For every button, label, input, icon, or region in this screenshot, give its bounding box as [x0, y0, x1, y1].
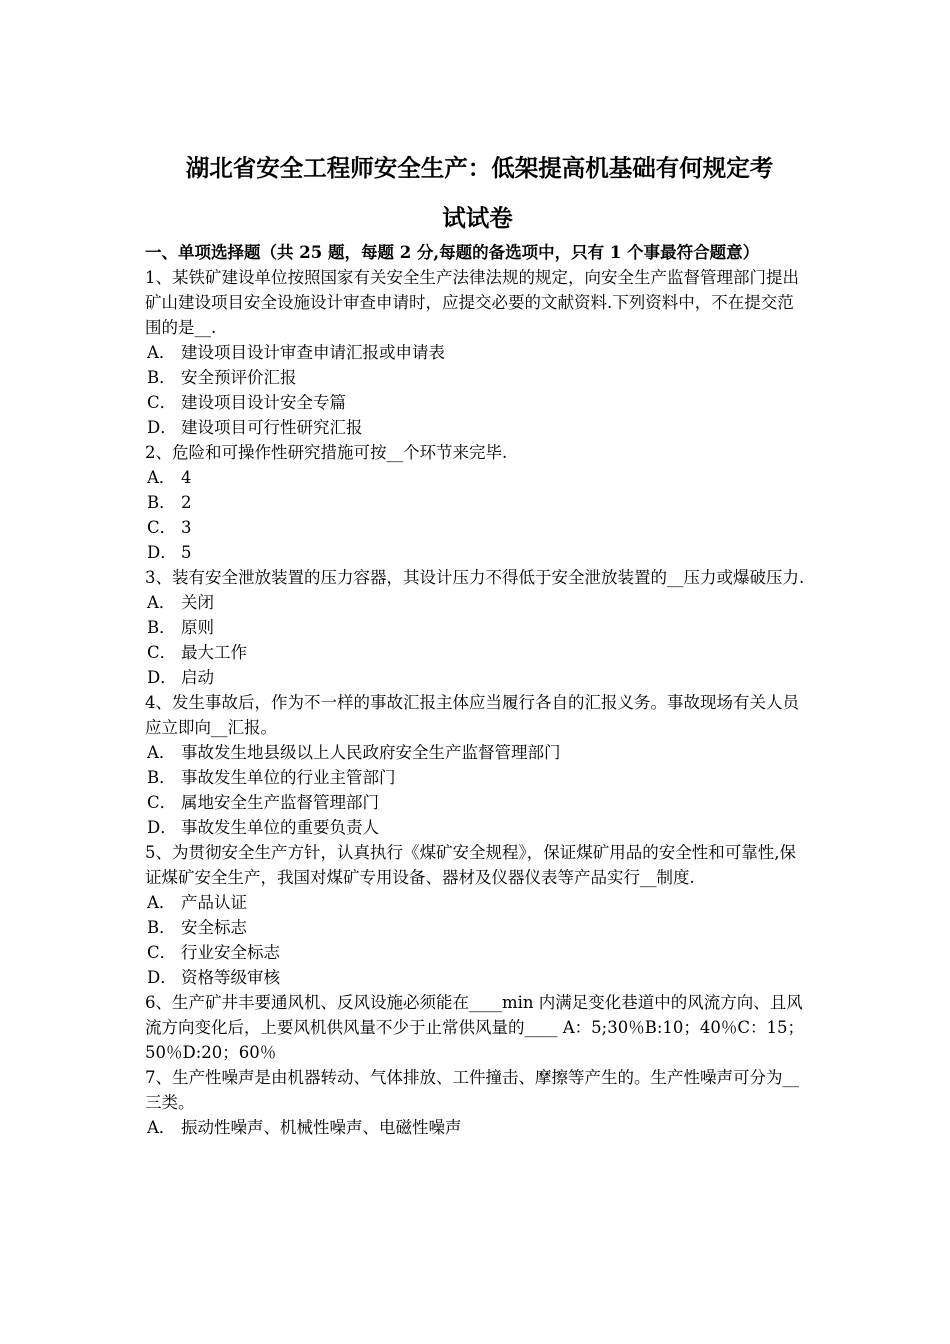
option-c — [145, 790, 810, 815]
question-2 — [145, 440, 810, 565]
option-c — [145, 640, 810, 665]
title-line-2: 试试卷 — [442, 204, 513, 232]
option-b — [145, 365, 810, 390]
question-1 — [145, 265, 810, 440]
question-6 — [145, 990, 810, 1065]
option-text: 4 — [181, 468, 192, 487]
title-line-1: 湖北省安全工程师安全生产：低架提高机基础有何规定考 — [185, 154, 774, 182]
option-letter: B． — [147, 768, 176, 787]
option-a — [145, 340, 810, 365]
option-text: 最大工作 — [181, 643, 247, 662]
question-stem: 7、生产性噪声是由机器转动、气体排放、工件撞击、摩擦等产生的。生产性噪声可分为__三类。 — [145, 1068, 799, 1112]
option-letter: D． — [147, 543, 177, 562]
section-heading: 一、单项选择题（共 25 题，每题 2 分,每题的备选项中，只有 1 个事最符合题意） — [145, 243, 760, 262]
option-text: 建设项目设计安全专篇 — [181, 393, 346, 412]
option-a — [145, 1115, 810, 1140]
option-text: 产品认证 — [181, 893, 247, 912]
option-letter: C． — [147, 793, 177, 812]
option-text: 事故发生单位的行业主管部门 — [181, 768, 396, 787]
option-d — [145, 415, 810, 440]
question-7 — [145, 1065, 810, 1140]
option-b — [145, 490, 810, 515]
option-letter: C． — [147, 643, 177, 662]
option-a — [145, 740, 810, 765]
option-letter: B． — [147, 493, 176, 512]
option-letter: A． — [147, 343, 176, 362]
option-b — [145, 765, 810, 790]
option-text: 3 — [181, 518, 192, 537]
option-c — [145, 515, 810, 540]
option-text: 属地安全生产监督管理部门 — [181, 793, 379, 812]
option-text: 行业安全标志 — [181, 943, 280, 962]
option-letter: D． — [147, 818, 177, 837]
option-b — [145, 615, 810, 640]
option-a — [145, 465, 810, 490]
document-title — [145, 148, 810, 237]
option-a — [145, 890, 810, 915]
option-text: 启动 — [181, 668, 214, 687]
option-letter: C． — [147, 943, 177, 962]
question-stem: 3、装有安全泄放装置的压力容器，其设计压力不得低于安全泄放装置的__压力或爆破压力. — [145, 568, 805, 587]
option-letter: D． — [147, 968, 177, 987]
option-d — [145, 540, 810, 565]
question-5 — [145, 840, 810, 990]
option-a — [145, 590, 810, 615]
option-text: 事故发生地县级以上人民政府安全生产监督管理部门 — [181, 743, 561, 762]
question-stem: 4、发生事故后，作为不一样的事故汇报主体应当履行各自的汇报义务。事故现场有关人员应立即向__汇报。 — [145, 693, 799, 737]
option-text: 关闭 — [181, 593, 214, 612]
option-text: 安全标志 — [181, 918, 247, 937]
question-3 — [145, 565, 810, 690]
option-text: 原则 — [181, 618, 214, 637]
question-stem: 6、生产矿井丰要通风机、反风设施必须能在____min 内满足变化巷道中的风流方向、且风流方向变化后，上要风机供风量不少于止常供风量的____ A：5;30％B:10；40％C：15；50％D:20；60％ — [145, 993, 805, 1062]
option-letter: B． — [147, 618, 176, 637]
option-letter: D． — [147, 668, 177, 687]
option-letter: A． — [147, 743, 176, 762]
option-letter: A． — [147, 893, 176, 912]
option-letter: A． — [147, 468, 176, 487]
option-letter: B． — [147, 918, 176, 937]
option-letter: A． — [147, 1118, 176, 1137]
option-text: 振动性噪声、机械性噪声、电磁性噪声 — [181, 1118, 462, 1137]
option-letter: C． — [147, 393, 177, 412]
option-text: 建设项目设计审查申请汇报或申请表 — [181, 343, 445, 362]
option-text: 5 — [181, 543, 192, 562]
option-d — [145, 815, 810, 840]
question-stem: 2、危险和可操作性研究措施可按__个环节来完毕. — [145, 443, 508, 462]
question-stem: 1、某铁矿建设单位按照国家有关安全生产法律法规的规定，向安全生产监督管理部门提出矿山建设项目安全设施设计审查申请时，应提交必要的文献资料.下列资料中，不在提交范围的是__. — [145, 268, 799, 337]
option-letter: D． — [147, 418, 177, 437]
option-c — [145, 390, 810, 415]
option-d — [145, 665, 810, 690]
option-text: 安全预评价汇报 — [181, 368, 297, 387]
option-text: 资格等级审核 — [181, 968, 280, 987]
option-text: 建设项目可行性研究汇报 — [181, 418, 363, 437]
option-letter: A． — [147, 593, 176, 612]
option-letter: C． — [147, 518, 177, 537]
option-text: 2 — [181, 493, 192, 512]
option-c — [145, 940, 810, 965]
option-d — [145, 965, 810, 990]
document-page — [145, 148, 810, 1140]
question-stem: 5、为贯彻安全生产方针，认真执行《煤矿安全规程》，保证煤矿用品的安全性和可靠性,保证煤矿安全生产，我国对煤矿专用设备、器材及仪器仪表等产品实行__制度. — [145, 843, 796, 887]
option-text: 事故发生单位的重要负责人 — [181, 818, 379, 837]
option-letter: B． — [147, 368, 176, 387]
question-4 — [145, 690, 810, 840]
option-b — [145, 915, 810, 940]
